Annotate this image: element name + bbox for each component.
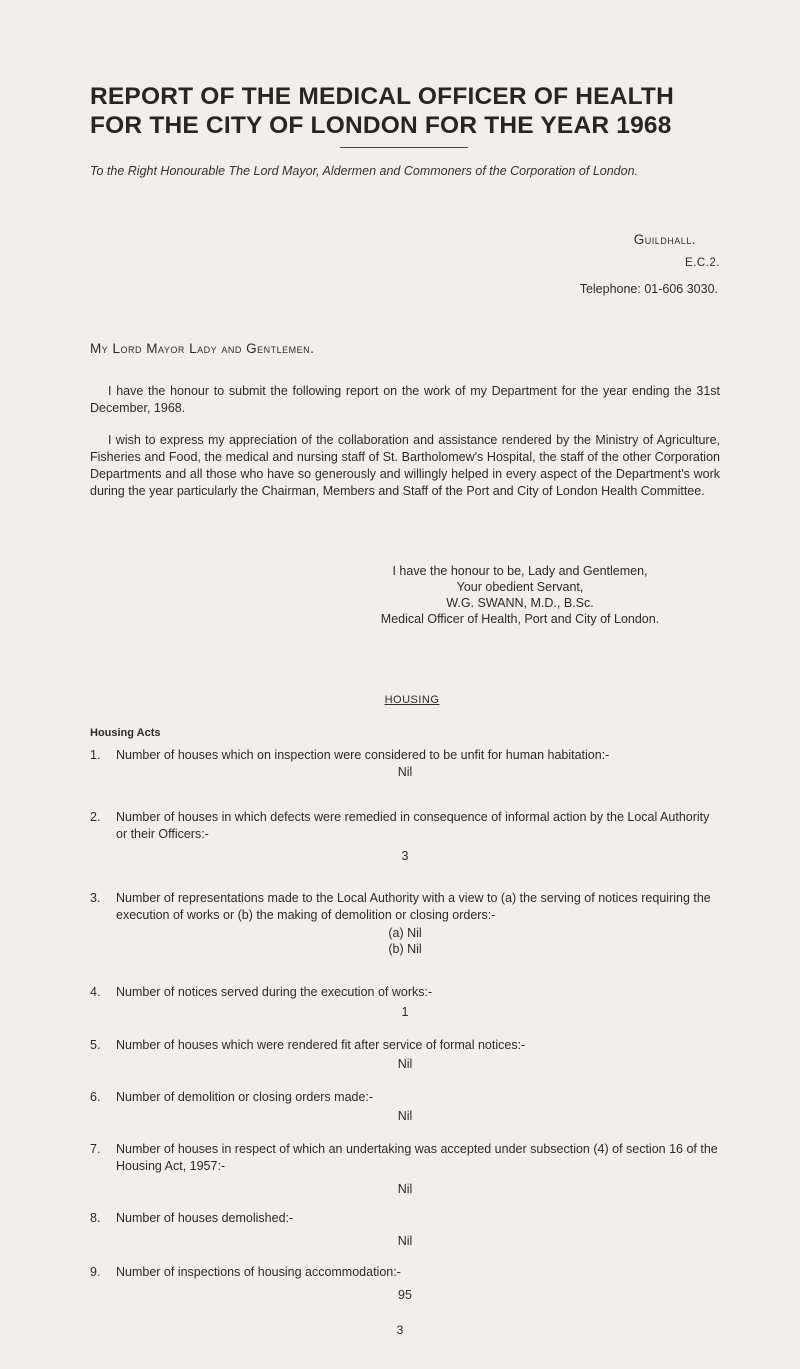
dedication: To the Right Honourable The Lord Mayor, Aldermen and Commoners of the Corporation of London. [90, 164, 639, 178]
item-number: 4. [90, 985, 101, 999]
item-text: Number of houses demolished:- [116, 1211, 294, 1225]
address-telephone: Telephone: 01-606 3030. [579, 282, 718, 296]
item-answer: Nil [397, 1109, 413, 1123]
signature-line: Your obedient Servant, [456, 580, 584, 594]
salutation: My Lord Mayor Lady and Gentlemen. [90, 341, 315, 356]
item-text: Number of houses in respect of which an undertaking was accepted under subsection (4) of section 16 of the Housing Act, 1957:- [116, 1142, 718, 1173]
list-item [90, 1141, 720, 1197]
item-text: Number of representations made to the Local Authority with a view to (a) the serving of notices requiring the execution of works or (b) the making of demolition or closing orders:- [116, 891, 711, 922]
list-item [90, 747, 720, 780]
item-text: Number of demolition or closing orders made:- [116, 1090, 374, 1104]
item-number: 8. [90, 1211, 101, 1225]
list-item [90, 809, 720, 864]
item-answer: Nil [397, 1057, 413, 1071]
item-answer: (a) Nil [388, 926, 422, 940]
signature-title: Medical Officer of Health, Port and City of London. [380, 612, 660, 626]
item-answer: (b) Nil [388, 942, 422, 956]
item-text: Number of houses which were rendered fit after service of formal notices:- [116, 1038, 526, 1052]
signature-name: W.G. SWANN, M.D., B.Sc. [446, 596, 594, 610]
item-text: Number of notices served during the execution of works:- [116, 985, 433, 999]
address-postcode: E.C.2. [685, 257, 720, 269]
list-item [90, 1089, 720, 1124]
page-number: 3 [396, 1323, 404, 1337]
item-number: 9. [90, 1265, 101, 1279]
list-item [90, 1210, 720, 1249]
item-number: 5. [90, 1038, 101, 1052]
item-answer: 3 [401, 849, 409, 863]
subheading-housing-acts: Housing Acts [90, 727, 161, 739]
title-rule [340, 147, 468, 148]
list-item [90, 1264, 720, 1303]
item-answer: Nil [397, 765, 413, 779]
signature-block [300, 563, 740, 627]
list-item [90, 984, 720, 1020]
item-answer: 95 [398, 1288, 412, 1302]
item-number: 2. [90, 810, 101, 824]
list-item [90, 890, 720, 957]
item-answer: 1 [401, 1005, 409, 1019]
item-number: 7. [90, 1142, 101, 1156]
report-title-line1: REPORT OF THE MEDICAL OFFICER OF HEALTH [90, 83, 674, 110]
paragraph-appreciation: I wish to express my appreciation of the collaboration and assistance rendered by the Ministry of Agriculture, Fisheries and Food, the medical and nursing staff of St. Bartholomew's Hospital, the staff of the other Corporation Departments and all those who have so generously and willingly helped in every aspect of the Department's work during the year particularly the Chairman, Members and Staff of the Port and City of London Health Committee. [90, 433, 720, 498]
report-title-line2: FOR THE CITY OF LONDON FOR THE YEAR 1968 [90, 112, 672, 139]
item-number: 1. [90, 748, 101, 762]
signature-line: I have the honour to be, Lady and Gentlemen, [392, 564, 648, 578]
item-number: 6. [90, 1090, 101, 1104]
list-item [90, 1037, 720, 1072]
paragraph-intro: I have the honour to submit the following report on the work of my Department for the year ending the 31st December, 1968. [90, 384, 720, 415]
item-answer: Nil [397, 1182, 413, 1196]
address-guildhall: Guildhall. [633, 232, 696, 247]
item-answer: Nil [397, 1234, 413, 1248]
item-text: Number of houses in which defects were remedied in consequence of informal action by the Local Authority or their Officers:- [116, 810, 710, 841]
item-text: Number of inspections of housing accommodation:- [116, 1265, 401, 1279]
item-text: Number of houses which on inspection were considered to be unfit for human habitation:- [116, 748, 610, 762]
section-heading-housing: HOUSING [384, 694, 440, 706]
item-number: 3. [90, 891, 101, 905]
